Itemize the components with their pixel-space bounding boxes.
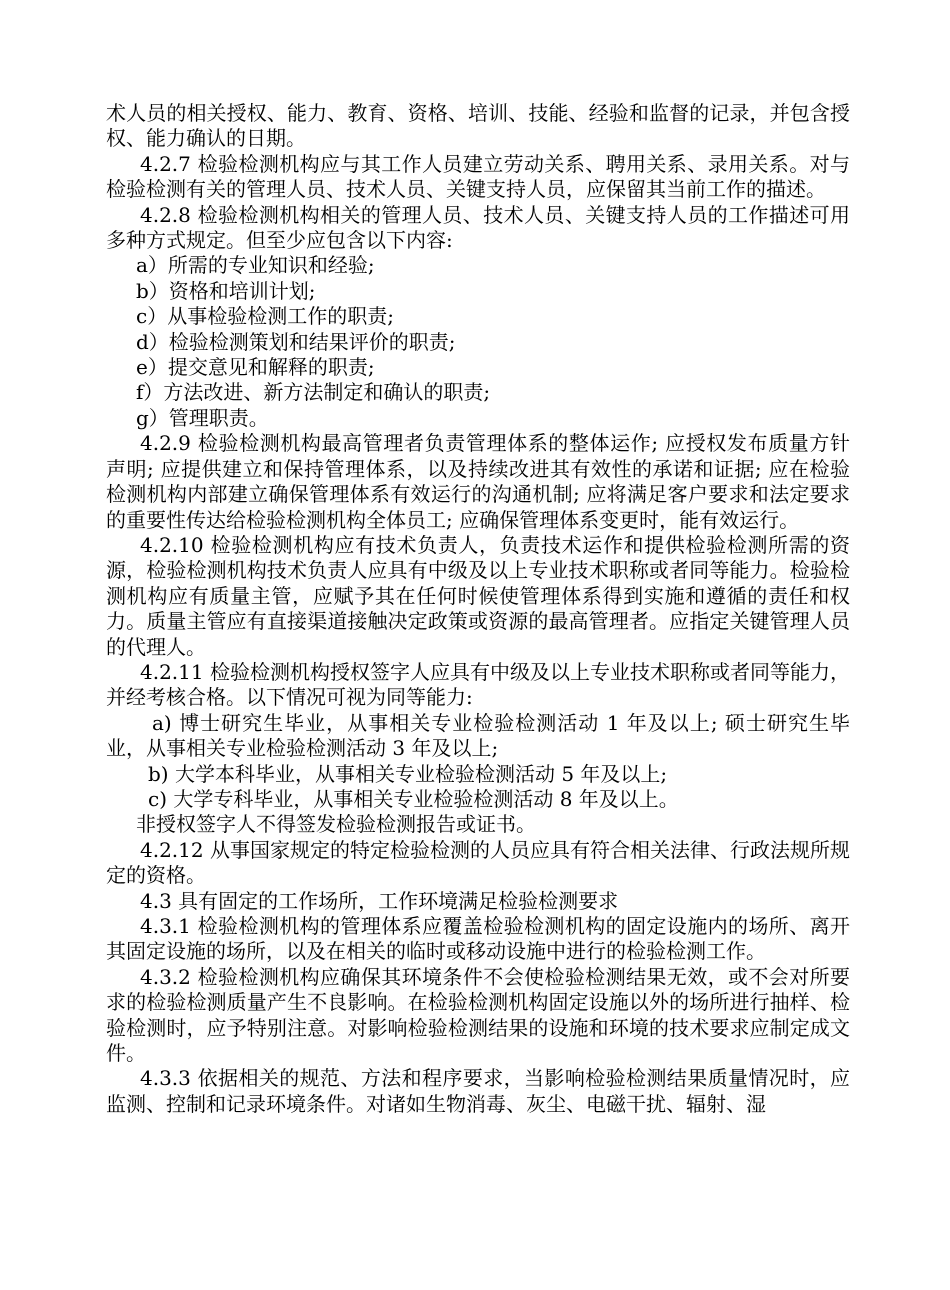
paragraph-4-2-9: 4.2.9 检验检测机构最高管理者负责管理体系的整体运作; 应授权发布质量方针声明; 应提供建立和保持管理体系，以及持续改进其有效性的承诺和证据; 应在检验检测机构内部建立确保管理体系有效运行的沟通机制; 应将满足客户要求和法定要求的重要性传达给检验检测机构全体员工; 应确保管理体系变更时，能有效运行。 (106, 431, 850, 532)
paragraph-4-3-2: 4.3.2 检验检测机构应确保其环境条件不会使检验检测结果无效，或不会对所要求的检验检测质量产生不良影响。在检验检测机构固定设施以外的场所进行抽样、检验检测时，应予特别注意。对影响检验检测结果的设施和环境的技术要求应制定成文件。 (106, 964, 850, 1066)
section-heading-4-3: 4.3 具有固定的工作场所，工作环境满足检验检测要求 (140, 888, 619, 913)
paragraph: 术人员的相关授权、能力、教育、资格、培训、技能、经验和监督的记录，并包含授权、能力确认的日期。 (106, 101, 850, 151)
paragraph-4-2-11: 4.2.11 检验检测机构授权签字人应具有中级及以上专业技术职称或者同等能力，并经考核合格。以下情况可视为同等能力: (106, 659, 850, 710)
list-item: d）检验检测策划和结果评价的职责; (136, 329, 456, 354)
list-item: b）资格和培训计划; (136, 278, 316, 303)
paragraph-4-2-12: 4.2.12 从事国家规定的特定检验检测的人员应具有符合相关法律、行政法规所规定的资格。 (106, 837, 850, 888)
list-item: e）提交意见和解释的职责; (136, 355, 375, 380)
paragraph-note: 非授权签字人不得签发检验检测报告或证书。 (136, 812, 536, 837)
paragraph-4-2-7: 4.2.7 检验检测机构应与其工作人员建立劳动关系、聘用关系、录用关系。对与检验检测有关的管理人员、技术人员、关键支持人员，应保留其当前工作的描述。 (106, 151, 850, 202)
list-item: b) 大学本科毕业，从事相关专业检验检测活动 5 年及以上; (148, 761, 668, 786)
paragraph-4-3-1: 4.3.1 检验检测机构的管理体系应覆盖检验检测机构的固定设施内的场所、离开其固定设施的场所，以及在相关的临时或移动设施中进行的检验检测工作。 (106, 914, 850, 964)
document-page (106, 101, 850, 1117)
list-item: c) 大学专科毕业，从事相关专业检验检测活动 8 年及以上。 (148, 786, 679, 811)
paragraph-4-3-3: 4.3.3 依据相关的规范、方法和程序要求，当影响检验检测结果质量情况时，应监测、控制和记录环境条件。对诸如生物消毒、灰尘、电磁干扰、辐射、湿 (106, 1066, 850, 1116)
list-item: c）从事检验检测工作的职责; (136, 304, 394, 329)
paragraph-4-2-8: 4.2.8 检验检测机构相关的管理人员、技术人员、关键支持人员的工作描述可用多种方式规定。但至少应包含以下内容: (106, 202, 850, 253)
list-item: f）方法改进、新方法制定和确认的职责; (136, 380, 491, 405)
list-item: a) 博士研究生毕业，从事相关专业检验检测活动 1 年及以上; 硕士研究生毕业，从事相关专业检验检测活动 3 年及以上; (106, 710, 850, 761)
list-item: a）所需的专业知识和经验; (136, 253, 375, 278)
paragraph-4-2-10: 4.2.10 检验检测机构应有技术负责人，负责技术运作和提供检验检测所需的资源，检验检测机构技术负责人应具有中级及以上专业技术职称或者同等能力。检验检测机构应有质量主管，应赋予其在任何时候使管理体系得到实施和遵循的责任和权力。质量主管应有直接渠道接触决定政策或资源的最高管理者。应指定关键管理人员的代理人。 (106, 532, 850, 659)
list-item: g）管理职责。 (136, 405, 269, 430)
